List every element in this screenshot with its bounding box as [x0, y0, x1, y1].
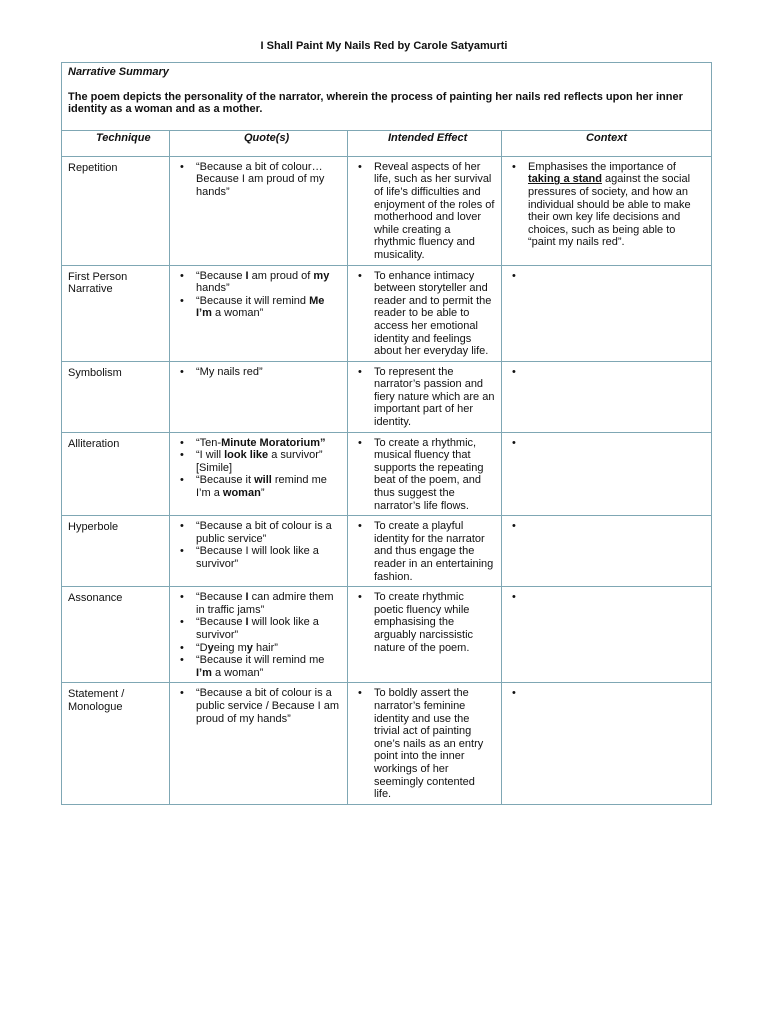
effect-item: • To create a rhythmic, musical fluency that supports the repeating beat of the poem, and thus suggest the narrator’s life flows. [374, 437, 495, 513]
quote-item [196, 161, 341, 199]
text-run: a woman” [211, 666, 264, 679]
text-run: can admire them in traffic jams” [196, 591, 334, 616]
header-row [62, 130, 712, 156]
quote-item [196, 642, 341, 655]
text-run: y [246, 641, 253, 654]
summary-heading: Narrative Summary [68, 66, 169, 78]
context-item [528, 687, 705, 700]
quotes-list [170, 362, 347, 382]
text-run: hands” [196, 282, 230, 295]
context-list [502, 516, 711, 536]
effect-cell [348, 683, 502, 804]
text-run: against the social pressures of society, and how an individual should be able to make their own key life decisions and choices, such as being able to “paint my nails red”. [528, 173, 691, 249]
quote-item [196, 591, 341, 616]
text-run: Emphasises the importance of [528, 160, 676, 173]
technique-cell: Statement / Monologue [62, 683, 170, 804]
technique-cell: Hyperbole [62, 516, 170, 587]
technique-cell: Symbolism [62, 361, 170, 432]
quote-item [196, 520, 341, 545]
effect-list [348, 266, 501, 361]
quotes-cell [170, 516, 348, 587]
effect-item: • Reveal aspects of her life, such as her survival of life’s difficulties and enjoyment of the roles of motherhood and lover while creating a rhythmic fluency and musicality. [374, 161, 495, 262]
context-list [502, 587, 711, 607]
text-run: ” [260, 487, 265, 500]
text-run: y [207, 641, 214, 654]
context-cell [502, 265, 712, 361]
context-list [502, 266, 711, 286]
text-run: a survivor” [Simile] [196, 449, 323, 474]
effect-cell [348, 265, 502, 361]
text-run: “My nails red” [196, 365, 263, 378]
text-run: “Because a bit of colour is a public service / Because I am proud of my hands” [196, 687, 340, 725]
quote-item [196, 616, 341, 641]
table-row [62, 156, 712, 265]
page-title: I Shall Paint My Nails Red by Carole Satyamurti [260, 40, 508, 52]
text-run: “Because [196, 591, 246, 604]
quotes-list [170, 433, 347, 503]
text-run: I [245, 616, 249, 629]
text-run: “Because [196, 616, 246, 629]
text-run: “Because I will look like a survivor” [196, 545, 319, 570]
quote-item [196, 366, 341, 379]
context-item [528, 366, 705, 379]
text-run: I’m [196, 666, 212, 679]
text-run: “D [196, 641, 208, 654]
effect-item: • To enhance intimacy between storyteller and reader and to permit the reader to be able to access her emotional identity and feelings about her everyday life. [374, 270, 495, 358]
text-run: “Because it will remind [196, 294, 310, 307]
context-cell [502, 156, 712, 265]
effect-list [348, 362, 501, 432]
context-list [502, 157, 711, 252]
effect-cell [348, 432, 502, 516]
effect-cell [348, 587, 502, 683]
effect-list [348, 683, 501, 803]
quote-item [196, 295, 341, 320]
quote-item [196, 687, 341, 725]
summary-row [62, 63, 712, 131]
text-run: I [245, 269, 249, 282]
context-list [502, 362, 711, 382]
effect-item: • To represent the narrator’s passion and fiery nature which are an important part of her identity. [374, 366, 495, 429]
text-run: “I will [196, 449, 225, 462]
effect-item: • To create a playful identity for the narrator and thus engage the reader in an entertaining fashion. [374, 520, 495, 583]
quotes-cell [170, 587, 348, 683]
text-run: I [245, 591, 249, 604]
text-run: woman [222, 487, 261, 500]
header-context: Context [502, 130, 712, 156]
effect-cell [348, 516, 502, 587]
table-row [62, 516, 712, 587]
text-run: will look like a survivor” [196, 616, 319, 641]
quotes-list [170, 157, 347, 202]
effect-list [348, 587, 501, 657]
text-run: taking a stand [528, 173, 602, 186]
context-cell [502, 432, 712, 516]
summary-text: The poem depicts the personality of the narrator, wherein the process of painting her nails red reflects upon her inner identity as a woman and as a mother. [68, 90, 683, 116]
quote-item [196, 654, 341, 679]
context-item [528, 161, 705, 249]
effect-cell [348, 361, 502, 432]
quote-item [196, 545, 341, 570]
text-run: eing m [213, 641, 247, 654]
quote-item [196, 270, 341, 295]
quotes-cell [170, 683, 348, 804]
header-effect: Intended Effect [348, 130, 502, 156]
header-quotes: Quote(s) [170, 130, 348, 156]
text-run: “Because a bit of colour…Because I am proud of my hands” [196, 160, 325, 198]
header-technique: Technique [62, 130, 170, 156]
text-run: a woman” [211, 307, 264, 320]
table-row [62, 683, 712, 804]
technique-cell: Alliteration [62, 432, 170, 516]
quote-item [196, 449, 341, 474]
quote-item [196, 437, 341, 450]
effect-item: • To create rhythmic poetic fluency while emphasising the arguably narcissistic nature of the poem. [374, 591, 495, 654]
context-list [502, 683, 711, 703]
quotes-cell [170, 156, 348, 265]
table-row [62, 587, 712, 683]
quote-item [196, 474, 341, 499]
context-list [502, 433, 711, 453]
text-run: will [254, 474, 272, 487]
quotes-list [170, 683, 347, 728]
effect-cell [348, 156, 502, 265]
text-run: my [313, 269, 330, 282]
context-cell [502, 587, 712, 683]
text-run: “Because it will remind me [196, 654, 325, 667]
context-item [528, 437, 705, 450]
effect-list [348, 516, 501, 586]
effect-list [348, 157, 501, 265]
text-run: remind me I’m a [196, 474, 327, 500]
text-run: Me I’m [196, 294, 325, 320]
text-run: Minute Moratorium” [221, 436, 326, 449]
text-run: hair” [252, 641, 278, 654]
table-row [62, 265, 712, 361]
context-cell [502, 683, 712, 804]
quotes-list [170, 516, 347, 573]
technique-cell: Assonance [62, 587, 170, 683]
text-run: “Because it [196, 474, 255, 487]
quotes-list [170, 266, 347, 323]
context-cell [502, 516, 712, 587]
context-item [528, 591, 705, 604]
context-item [528, 270, 705, 283]
table-row [62, 361, 712, 432]
technique-cell: First Person Narrative [62, 265, 170, 361]
text-run: “Because [196, 269, 246, 282]
effect-item: • To boldly assert the narrator’s feminine identity and use the trivial act of painting one’s nails as an entry point into the inner workings of her seemingly contented life. [374, 687, 495, 800]
quotes-cell [170, 432, 348, 516]
context-cell [502, 361, 712, 432]
technique-cell: Repetition [62, 156, 170, 265]
text-run: “Because a bit of colour is a public service” [196, 520, 332, 545]
text-run: “Ten- [196, 436, 222, 449]
text-run: am proud of [248, 269, 314, 282]
summary-cell [62, 63, 712, 131]
text-run: look like [224, 449, 269, 462]
effect-list [348, 433, 501, 516]
table-row [62, 432, 712, 516]
quotes-cell [170, 265, 348, 361]
quotes-list [170, 587, 347, 682]
quotes-cell [170, 361, 348, 432]
context-item [528, 520, 705, 533]
analysis-table [61, 62, 712, 805]
